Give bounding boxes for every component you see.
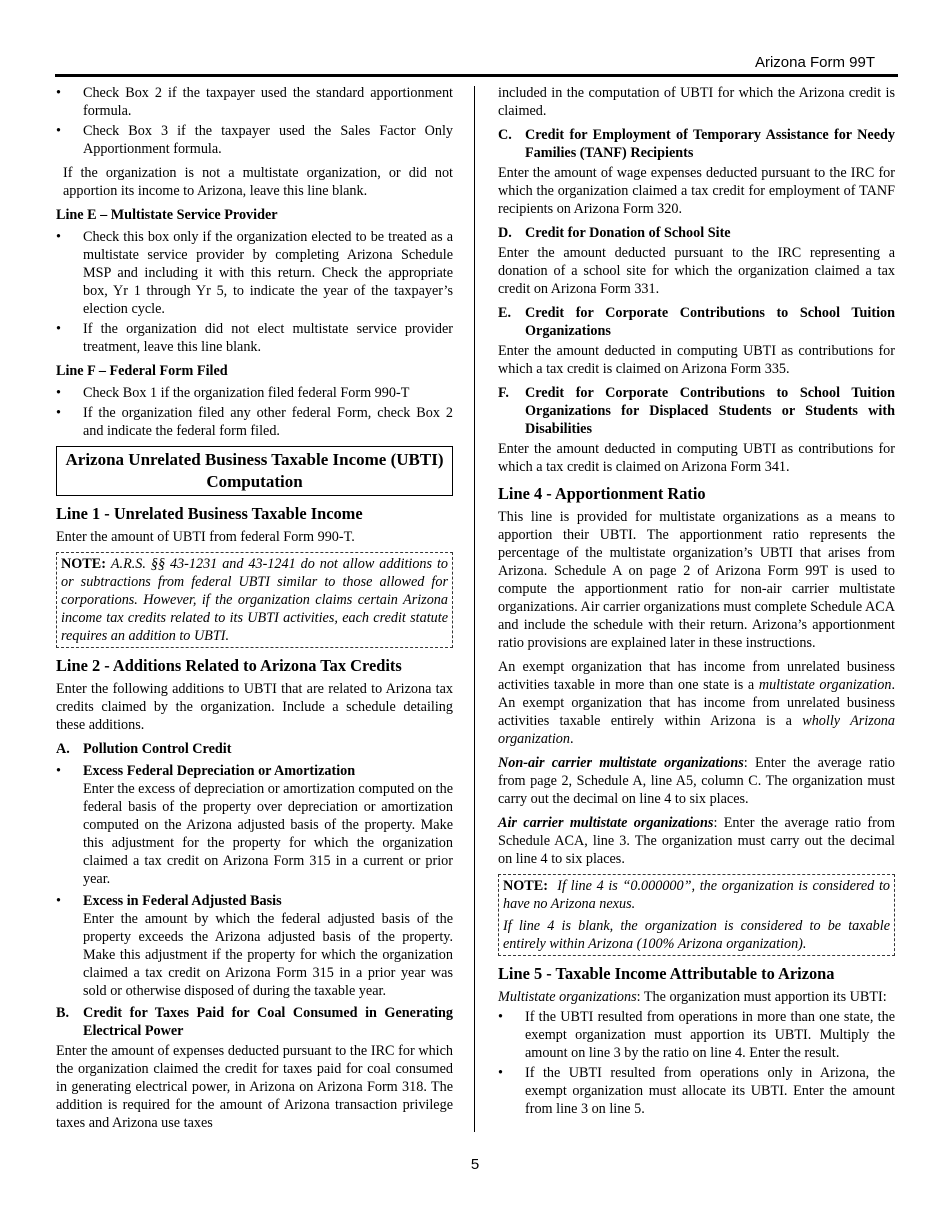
note-box <box>56 552 453 648</box>
column-divider <box>474 86 475 1132</box>
subsection-d-heading: D. Credit for Donation of School Site <box>498 225 731 241</box>
list-item: • Check Box 1 if the organization filed federal Form 990-T <box>56 385 410 401</box>
note-box: NOTE: If line 4 is “0.000000”, the organization is considered to have no Arizona nexus. If line 4 is blank, the organization is considered to be taxable entirely within Arizona (100% Arizona organization). <box>498 874 895 956</box>
list-item: • If the UBTI resulted from operations only in Arizona, the exempt organization must allocate its UBTI. Enter the amount from line 3 on line 5. <box>498 1065 895 1117</box>
form-title: Arizona Form 99T <box>754 54 875 71</box>
list-item: • Excess in Federal Adjusted Basis Enter the amount by which the federal adjusted basis of the property exceeds the Arizona adjusted basis of the property. Make this adjustment if the property for which the organization claimed a tax credit on Arizona Form 315 in a prior year was sold or otherwise disposed of during the taxable year. <box>56 893 453 999</box>
paragraph: Enter the amount deducted in computing UBTI as contributions for which a tax credit is claimed on Arizona Form 341. <box>498 441 895 475</box>
subsection-a-heading: A. Pollution Control Credit <box>56 741 232 757</box>
paragraph: Enter the amount of wage expenses deducted pursuant to the IRC for which the organization claimed a tax credit for employment of TANF recipients on Arizona Form 320. <box>498 165 895 217</box>
subsection-e-heading: E. Credit for Corporate Contributions to School Tuition Organizations <box>498 305 895 339</box>
list-item: • Excess Federal Depreciation or Amortization Enter the excess of depreciation or amortization computed on the federal basis of the property over depreciation or amortization computed on the Arizona adjusted basis of the property. Make this adjustment for the property for which the organization claimed a tax credit on Arizona Form 315 in a current or prior year. <box>56 763 453 887</box>
line-4-heading: Line 4 - Apportionment Ratio <box>498 484 706 503</box>
list-item: • Check Box 3 if the taxpayer used the Sales Factor Only Apportionment formula. <box>56 123 453 157</box>
paragraph: Non-air carrier multistate organizations: Enter the average ratio from page 2, Schedule A, line A5, column C. The organization must carry out the decimal on line 4 to six places. <box>498 755 895 807</box>
page-number: 5 <box>470 1156 480 1173</box>
paragraph: Air carrier multistate organizations: Enter the average ratio from Schedule ACA, line 3. The organization must carry out the decimal on line 4 to six places. <box>498 815 895 867</box>
line-1-heading: Line 1 - Unrelated Business Taxable Income <box>56 504 363 523</box>
note-label: NOTE: <box>503 878 548 894</box>
note-label: NOTE: <box>61 556 106 572</box>
line-f-heading: Line F – Federal Form Filed <box>56 363 228 379</box>
list-item: • If the organization filed any other federal Form, check Box 2 and indicate the federal form filed. <box>56 405 453 439</box>
list-item: • If the organization did not elect multistate service provider treatment, leave this line blank. <box>56 321 453 355</box>
list-item: • If the UBTI resulted from operations in more than one state, the exempt organization must apportion its UBTI. Multiply the amount on line 3 by the ratio on line 4. Enter the result. <box>498 1009 895 1061</box>
section-title-box: Arizona Unrelated Business Taxable Income (UBTI) Computation <box>56 446 453 496</box>
subsection-c-heading: C. Credit for Employment of Temporary Assistance for Needy Families (TANF) Recipients <box>498 127 895 161</box>
line-5-heading: Line 5 - Taxable Income Attributable to Arizona <box>498 964 835 983</box>
line-e-heading: Line E – Multistate Service Provider <box>56 207 278 223</box>
paragraph: Enter the amount of expenses deducted pursuant to the IRC for which the organization claimed the credit for taxes paid for coal consumed in generating electrical power, in Arizona on Arizona Form 318. The addition is required for the amount of Arizona transaction privilege taxes and Arizona use taxes <box>56 1043 453 1131</box>
paragraph: Enter the amount deducted in computing UBTI as contributions for which a tax credit is claimed on Arizona Form 335. <box>498 343 895 377</box>
left-column <box>56 84 453 1138</box>
paragraph: Enter the amount of UBTI from federal Form 990-T. <box>56 529 355 545</box>
subsection-b-heading: B. Credit for Taxes Paid for Coal Consumed in Generating Electrical Power <box>56 1005 453 1039</box>
paragraph: Enter the amount deducted pursuant to the IRC representing a donation of a school site for which the organization claimed a tax credit on Arizona Form 331. <box>498 245 895 297</box>
paragraph: Enter the following additions to UBTI that are related to Arizona tax credits claimed by the organization. Include a schedule detailing these additions. <box>56 681 453 733</box>
paragraph: This line is provided for multistate organizations as a means to apportion their UBTI. The apportionment ratio represents the percentage of the multistate organization’s UBTI that arises from Arizona. Schedule A on page 2 of Arizona Form 99T is used to compute the apportionment ratio for non-air carrier multistate organizations. Air carrier organizations must complete Schedule ACA and include the schedule with their return. Arizona’s apportionment ratio provisions are explained later in these instructions. <box>498 509 895 651</box>
note-text: A.R.S. §§ 43-1231 and 43-1241 do not allow additions to or subtractions from federal UBTI similar to those allowed for corporations. However, if the organization claims certain Arizona income tax credits related to its UBTI activities, each credit statute requires an addition to UBTI. <box>61 556 449 644</box>
header-rule <box>55 74 898 77</box>
subsection-f-heading: F. Credit for Corporate Contributions to School Tuition Organizations for Displaced Students or Students with Disabilities <box>498 385 895 437</box>
right-column <box>498 84 895 1120</box>
list-item: • Check this box only if the organization elected to be treated as a multistate service provider by completing Arizona Schedule MSP and including it with this return. Check the appropriate box, Yr 1 through Yr 5, to indicate the year of the taxpayer’s election cycle. <box>56 229 453 317</box>
list-item: • Check Box 2 if the taxpayer used the standard apportionment formula. <box>56 85 453 119</box>
line-2-heading: Line 2 - Additions Related to Arizona Tax Credits <box>56 656 402 675</box>
paragraph: included in the computation of UBTI for which the Arizona credit is claimed. <box>498 85 895 119</box>
paragraph: If the organization is not a multistate organization, or did not apportion its income to Arizona, leave this line blank. <box>63 165 453 199</box>
paragraph: Multistate organizations: The organization must apportion its UBTI: <box>498 989 887 1005</box>
paragraph: An exempt organization that has income from unrelated business activities taxable in more than one state is a multistate organization. An exempt organization that has income from unrelated business activities taxable entirely within Arizona is a wholly Arizona organization. <box>498 659 895 747</box>
